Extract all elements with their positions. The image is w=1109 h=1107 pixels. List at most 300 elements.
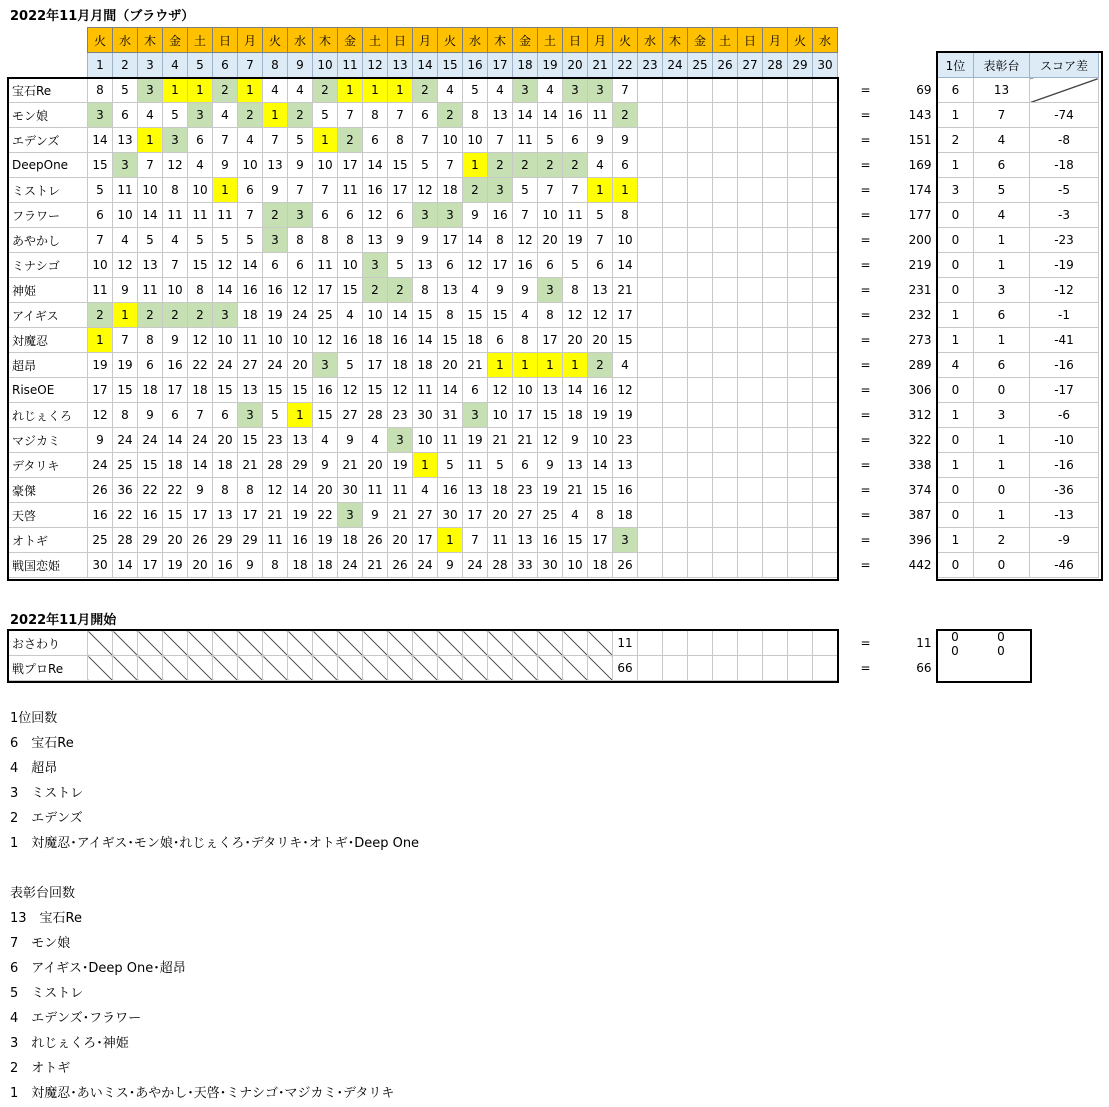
weekday-cell: 木 (488, 28, 513, 53)
rank-cell: 2 (263, 203, 288, 228)
rank-cell: 20 (163, 528, 188, 553)
empty-cell (688, 403, 713, 428)
not-started-cell (213, 631, 238, 656)
total-cell: 322 (908, 433, 932, 447)
date-cell: 25 (688, 53, 713, 78)
rank-cell: 7 (588, 228, 613, 253)
rank-cell: 26 (188, 528, 213, 553)
date-cell: 19 (538, 53, 563, 78)
podium-count: 2 (974, 528, 1030, 553)
rank-cell: 4 (563, 503, 588, 528)
empty-cell (788, 228, 813, 253)
rank-cell: 8 (88, 78, 113, 103)
rank-cell: 17 (138, 553, 163, 578)
empty-cell (663, 553, 688, 578)
table-row (9, 631, 940, 656)
rank-cell: 1 (588, 178, 613, 203)
empty-cell (763, 153, 788, 178)
first-count: 0 (938, 228, 974, 253)
empty-cell (813, 203, 838, 228)
equals-sign: = (860, 408, 871, 422)
rank-cell: 15 (488, 303, 513, 328)
summary-row (938, 178, 1099, 203)
rank-cell: 21 (363, 553, 388, 578)
corner-cell (9, 53, 88, 78)
summary-header: 表彰台 (974, 53, 1030, 78)
rank-cell: 16 (563, 103, 588, 128)
rank-cell: 16 (313, 378, 338, 403)
rank-cell: 6 (538, 253, 563, 278)
rank-cell: 6 (413, 103, 438, 128)
score-diff: -18 (1030, 153, 1099, 178)
spacer-cell (838, 328, 852, 353)
empty-cell (763, 478, 788, 503)
game-name: 豪傑 (9, 478, 88, 503)
equals-sign: = (860, 108, 871, 122)
podium-count: 1 (974, 253, 1030, 278)
rank-cell: 23 (388, 403, 413, 428)
rank-cell: 29 (213, 528, 238, 553)
rank-cell: 8 (563, 278, 588, 303)
rank-cell: 12 (563, 303, 588, 328)
empty-cell (638, 631, 663, 656)
empty-cell (763, 303, 788, 328)
rank-cell: 16 (488, 203, 513, 228)
first-count: 1 (938, 103, 974, 128)
date-cell: 21 (588, 53, 613, 78)
empty-cell (663, 631, 688, 656)
rank-cell: 16 (363, 178, 388, 203)
rank-cell: 17 (538, 328, 563, 353)
equals-sign: = (860, 183, 871, 197)
empty-cell (713, 403, 738, 428)
table-row (9, 78, 940, 103)
table-row (9, 528, 940, 553)
empty-cell (688, 428, 713, 453)
rank-cell: 22 (113, 503, 138, 528)
empty-cell (713, 378, 738, 403)
weekday-cell: 金 (513, 28, 538, 53)
rank-cell: 15 (288, 378, 313, 403)
weekday-cell: 土 (188, 28, 213, 53)
equals-sign: = (860, 158, 871, 172)
spacer-cell (880, 53, 940, 78)
empty-cell (638, 203, 663, 228)
rank-cell: 6 (88, 203, 113, 228)
date-cell: 29 (788, 53, 813, 78)
rank-cell: 17 (188, 503, 213, 528)
rank-cell: 17 (413, 528, 438, 553)
date-cell: 20 (563, 53, 588, 78)
not-started-cell (363, 656, 388, 681)
rank-cell: 1 (613, 178, 638, 203)
rank-cell: 4 (588, 153, 613, 178)
game-name: おさわり (9, 631, 88, 656)
rank-cell: 8 (613, 203, 638, 228)
rank-cell: 5 (438, 453, 463, 478)
summary-row (938, 203, 1099, 228)
empty-cell (763, 503, 788, 528)
weekday-cell: 土 (713, 28, 738, 53)
first-place-title: 1位回数 (10, 711, 58, 726)
total-cell: 66 (916, 661, 932, 675)
rank-cell: 15 (163, 503, 188, 528)
rank-cell: 19 (388, 453, 413, 478)
rank-cell: 8 (138, 328, 163, 353)
summary-row (938, 528, 1099, 553)
rank-cell: 9 (163, 328, 188, 353)
rank-cell: 26 (388, 553, 413, 578)
weekday-cell: 日 (388, 28, 413, 53)
rank-cell: 13 (538, 378, 563, 403)
equals-sign: = (860, 433, 871, 447)
empty-cell (688, 631, 713, 656)
rank-cell: 30 (338, 478, 363, 503)
rank-cell: 8 (213, 478, 238, 503)
rank-cell: 3 (338, 503, 363, 528)
table-row (9, 403, 940, 428)
spacer-cell (838, 28, 852, 53)
game-name: フラワー (9, 203, 88, 228)
total-cell: 219 (908, 258, 932, 272)
total-cell: 143 (908, 108, 932, 122)
rank-cell: 18 (213, 453, 238, 478)
weekday-cell: 木 (313, 28, 338, 53)
rank-cell: 14 (138, 203, 163, 228)
first-count: 3 (938, 178, 974, 203)
rank-cell: 10 (513, 378, 538, 403)
empty-cell (713, 128, 738, 153)
rank-cell: 30 (413, 403, 438, 428)
podium-count: 0 (997, 630, 1005, 644)
rank-cell: 18 (288, 553, 313, 578)
empty-cell (763, 78, 788, 103)
rank-cell: 10 (363, 303, 388, 328)
rank-cell: 6 (438, 253, 463, 278)
podium-count: 1 (974, 453, 1030, 478)
not-started-cell (313, 631, 338, 656)
first-count: 0 (938, 478, 974, 503)
podium-count: 0 (974, 478, 1030, 503)
rank-cell: 3 (188, 103, 213, 128)
empty-cell (763, 353, 788, 378)
empty-cell (763, 428, 788, 453)
rank-cell: 13 (238, 378, 263, 403)
date-cell: 15 (438, 53, 463, 78)
rank-cell: 5 (413, 153, 438, 178)
spacer-cell (838, 631, 852, 656)
game-name: あやかし (9, 228, 88, 253)
equals-sign: = (860, 308, 871, 322)
rank-cell: 12 (113, 253, 138, 278)
rank-cell: 2 (438, 103, 463, 128)
rank-cell: 10 (113, 203, 138, 228)
rank-cell: 26 (363, 528, 388, 553)
date-cell: 7 (238, 53, 263, 78)
empty-cell (788, 303, 813, 328)
rank-cell: 27 (238, 353, 263, 378)
not-started-cell (263, 631, 288, 656)
rank-cell: 11 (588, 103, 613, 128)
rank-cell: 27 (513, 503, 538, 528)
game-name: 超昂 (9, 353, 88, 378)
rank-cell: 24 (88, 453, 113, 478)
empty-cell (813, 78, 838, 103)
summary-row (938, 303, 1099, 328)
rank-cell: 21 (488, 428, 513, 453)
rank-cell: 1 (188, 78, 213, 103)
rank-cell: 14 (188, 453, 213, 478)
rank-cell: 22 (313, 503, 338, 528)
rank-cell: 26 (88, 478, 113, 503)
empty-cell (738, 553, 763, 578)
not-started-cell (513, 656, 538, 681)
weekday-cell: 月 (413, 28, 438, 53)
empty-cell (638, 303, 663, 328)
empty-cell (663, 453, 688, 478)
weekday-cell: 水 (113, 28, 138, 53)
score-diff: -19 (1030, 253, 1099, 278)
table-row (9, 278, 940, 303)
equals-sign: = (860, 358, 871, 372)
rank-cell: 3 (113, 153, 138, 178)
empty-cell (688, 253, 713, 278)
date-cell: 28 (763, 53, 788, 78)
rank-cell: 2 (313, 78, 338, 103)
summary-row (938, 378, 1099, 403)
rank-cell: 2 (563, 153, 588, 178)
rank-cell: 18 (413, 353, 438, 378)
rank-cell: 8 (363, 103, 388, 128)
podium-item: 7 モン娘 (10, 936, 71, 951)
game-name: 宝石Re (9, 78, 88, 103)
rank-cell: 8 (188, 278, 213, 303)
summary-row (938, 553, 1099, 578)
podium-item: 5 ミストレ (10, 986, 84, 1001)
empty-cell (788, 153, 813, 178)
rank-cell: 1 (238, 78, 263, 103)
total-cell: 442 (908, 558, 932, 572)
game-name: デタリキ (9, 453, 88, 478)
empty-cell (688, 353, 713, 378)
empty-cell (763, 203, 788, 228)
summary-row (938, 153, 1099, 178)
not-started-cell (213, 656, 238, 681)
rank-cell: 14 (238, 253, 263, 278)
rank-cell: 17 (613, 303, 638, 328)
empty-cell (713, 303, 738, 328)
rank-cell: 4 (263, 78, 288, 103)
table-row (9, 478, 940, 503)
rank-cell: 12 (213, 253, 238, 278)
spacer-cell (838, 478, 852, 503)
summary-row (938, 478, 1099, 503)
rank-cell: 9 (438, 553, 463, 578)
game-name: 天啓 (9, 503, 88, 528)
rank-cell: 6 (613, 153, 638, 178)
empty-cell (788, 178, 813, 203)
empty-cell (738, 178, 763, 203)
rank-cell: 7 (163, 253, 188, 278)
rank-cell: 19 (288, 503, 313, 528)
first-count: 0 (951, 644, 959, 658)
rank-cell: 3 (388, 428, 413, 453)
rank-cell: 11 (263, 528, 288, 553)
rank-cell: 9 (463, 203, 488, 228)
date-cell: 18 (513, 53, 538, 78)
empty-cell (738, 303, 763, 328)
not-started-cell (138, 656, 163, 681)
rank-cell: 22 (188, 353, 213, 378)
rank-cell: 8 (338, 228, 363, 253)
rank-cell: 5 (588, 203, 613, 228)
daily-ranking-table (8, 27, 940, 578)
empty-cell (663, 278, 688, 303)
weekday-cell: 日 (563, 28, 588, 53)
empty-cell (688, 178, 713, 203)
rank-cell: 18 (613, 503, 638, 528)
rank-cell: 6 (163, 403, 188, 428)
rank-cell: 9 (113, 278, 138, 303)
rank-cell: 12 (263, 478, 288, 503)
rank-cell: 13 (563, 453, 588, 478)
equals-sign: = (860, 258, 871, 272)
total-cell: 177 (908, 208, 932, 222)
rank-cell: 16 (263, 278, 288, 303)
rank-cell: 10 (463, 128, 488, 153)
rank-cell: 1 (438, 528, 463, 553)
not-started-cell (463, 656, 488, 681)
empty-cell (663, 328, 688, 353)
rank-cell: 12 (488, 378, 513, 403)
rank-cell: 18 (488, 478, 513, 503)
first-count: 0 (938, 378, 974, 403)
rank-cell: 15 (238, 428, 263, 453)
empty-cell (688, 453, 713, 478)
date-cell: 17 (488, 53, 513, 78)
rank-cell: 5 (263, 403, 288, 428)
weekday-cell: 火 (88, 28, 113, 53)
spacer-cell (838, 278, 852, 303)
rank-cell: 10 (588, 428, 613, 453)
empty-cell (788, 428, 813, 453)
not-started-cell (288, 631, 313, 656)
rank-cell: 6 (288, 253, 313, 278)
empty-cell (638, 453, 663, 478)
rank-cell: 9 (488, 278, 513, 303)
weekday-cell: 土 (538, 28, 563, 53)
empty-cell (638, 403, 663, 428)
not-started-cell (563, 631, 588, 656)
rank-cell: 21 (513, 428, 538, 453)
rank-cell: 1 (563, 353, 588, 378)
empty-cell (813, 503, 838, 528)
empty-cell (688, 103, 713, 128)
rank-cell: 20 (388, 528, 413, 553)
rank-cell: 6 (363, 128, 388, 153)
rank-cell: 9 (188, 478, 213, 503)
rank-cell: 29 (138, 528, 163, 553)
rank-cell: 6 (513, 453, 538, 478)
date-cell: 23 (638, 53, 663, 78)
rank-cell: 11 (613, 631, 638, 656)
rank-cell: 24 (188, 428, 213, 453)
rank-cell: 5 (488, 453, 513, 478)
rank-cell: 2 (413, 78, 438, 103)
rank-cell: 19 (613, 403, 638, 428)
empty-cell (788, 478, 813, 503)
rank-cell: 4 (363, 428, 388, 453)
rank-cell: 4 (113, 228, 138, 253)
first-count: 1 (938, 403, 974, 428)
score-diff: -1 (1030, 303, 1099, 328)
podium-count: 4 (974, 128, 1030, 153)
equals-sign: = (860, 333, 871, 347)
first-count: 0 (951, 630, 959, 644)
rank-cell: 3 (163, 128, 188, 153)
section2-title: 2022年11月開始 (10, 613, 117, 628)
rank-cell: 4 (188, 153, 213, 178)
date-cell: 9 (288, 53, 313, 78)
empty-cell (713, 353, 738, 378)
weekday-cell: 火 (438, 28, 463, 53)
equals-sign: = (860, 483, 871, 497)
rank-cell: 11 (488, 528, 513, 553)
table-row (9, 128, 940, 153)
podium-count: 13 (974, 78, 1030, 103)
corner-cell (9, 28, 88, 53)
equals-sign: = (860, 83, 871, 97)
rank-cell: 28 (488, 553, 513, 578)
rank-cell: 33 (513, 553, 538, 578)
empty-cell (738, 503, 763, 528)
rank-cell: 14 (88, 128, 113, 153)
rank-cell: 20 (213, 428, 238, 453)
equals-sign: = (860, 383, 871, 397)
rank-cell: 8 (288, 228, 313, 253)
rank-cell: 19 (538, 478, 563, 503)
rank-cell: 8 (313, 228, 338, 253)
table-row (9, 228, 940, 253)
rank-cell: 6 (588, 253, 613, 278)
rank-cell: 18 (188, 378, 213, 403)
total-cell: 11 (916, 636, 932, 650)
spacer-cell (838, 153, 852, 178)
not-started-cell (238, 631, 263, 656)
empty-cell (663, 403, 688, 428)
rank-cell: 6 (138, 353, 163, 378)
rank-cell: 17 (363, 353, 388, 378)
not-started-cell (288, 656, 313, 681)
date-cell: 6 (213, 53, 238, 78)
rank-cell: 4 (413, 478, 438, 503)
empty-cell (638, 428, 663, 453)
game-name: 戦プロRe (9, 656, 88, 681)
first-count: 1 (938, 153, 974, 178)
rank-cell: 6 (563, 128, 588, 153)
game-name: 神姫 (9, 278, 88, 303)
empty-cell (688, 328, 713, 353)
rank-cell: 1 (138, 128, 163, 153)
rank-cell: 7 (138, 153, 163, 178)
empty-cell (663, 353, 688, 378)
rank-cell: 4 (313, 428, 338, 453)
rank-cell: 12 (388, 378, 413, 403)
first-count: 2 (938, 128, 974, 153)
empty-cell (788, 278, 813, 303)
rank-cell: 6 (488, 328, 513, 353)
rank-cell: 4 (338, 303, 363, 328)
